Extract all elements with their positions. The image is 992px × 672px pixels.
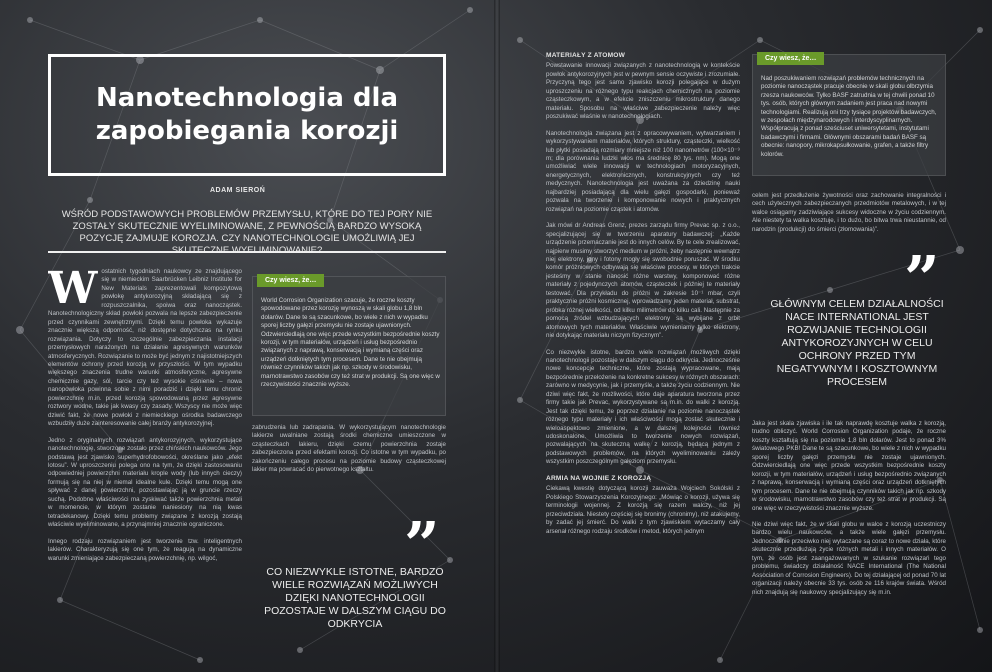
section-heading: MATERIAŁY Z ATOMÓW <box>546 52 626 59</box>
quote-mark-icon: ” <box>404 508 440 581</box>
paragraph: Jak mówi dr Andreas Grenz, prezes zarządu firmy Prevac sp. z o.o., specjalizującej się w tworzeniu aparatury badawczej: „Każde urządzenie przemaczanie jest do innych celów. By te cele zrealizować, najpierw musimy stworzyć medium w próżni, żeby następnie wewnątrz niej elektrony, jony i fotony mogły się swobodnie poruszać. W środku komór próżniowych odbywają się właściwe procesy, w których trakcie jesteśmy w stanie nanosić różne warstwy, komponować różne materiały z pojedynczych atomów, cząsteczek i później te materiały testować. Dla przykładu do próżni w zakresie 10⁻¹ mbar, czyli praktycznie próżni kosmicznej, wprowadzamy jeden materiał, substrat, próbka różnej wielkości, od kilku milimetrów do kilku cali. Następnie za pomocą źródeł wzbudzających elektrony są wybijane z orbit atomowych tych materiałów. Właściwie wymieniamy tylko elektrony, nie dotykając materiału niczym fizycznym”. <box>546 222 740 340</box>
did-you-know-text: Nad poszukiwaniem rozwiązań problemów technicznych na poziomie nanocząstek pracuje obecnie w skali globu olbrzymia rzesza naukowców. Tylko BASF zatrudnia w tej chwili ponad 10 tys. osób, których głównym zadaniem jest praca nad nowymi technologiami. Realizują oni trzy tysiące projektów badawczych, w zespołach międzynarodowych i interdyscyplinarnych. Współpracują z ponad sześciuset uniwersytetami, instytutami badawczymi i firmami. Głównymi obszarami badań BASF są obecnie: nanopory, mikrokapsułkowanie, grafen, a także filtry kolorów. <box>761 75 937 158</box>
column-4-top <box>752 192 946 244</box>
paragraph: Jaka jest skala zjawiska i ile tak naprawdę kosztuje walka z korozją, trudno obliczyć. World Corrosion Organization podaje, że roczne koszty kształtują się na poziomie 1,8 bln dolarów. Jest to ponad 3% światowego PKB! Dane te są szacunkowe, bo wiele z nich w wypadku sporej liczby gałęzi przemysłu nie zostaje ujawnionych. Odzwierciedlają one więc przede wszystkim bezpośrednie koszty korozji, w tym materiałów, urządzeń i usług bezpośrednio związanych z naprawą, konserwacją i wymianą części oraz urządzeń dotkniętych tym procesem. Dane te nie obejmują czynników takich jak np. szkody w środowisku, marnotrawstwo zasobów czy też strat w produkcji. Są one więc w rzeczywistości znacznie wyższe. <box>752 420 946 512</box>
quote-mark-icon: ” <box>904 242 940 315</box>
column-3 <box>546 52 740 662</box>
author-byline: ADAM SIEROŃ <box>210 187 266 194</box>
lead-divider <box>48 251 446 253</box>
title-frame <box>48 54 446 176</box>
did-you-know-box <box>752 54 946 176</box>
column-4-bottom <box>752 420 946 660</box>
did-you-know-box <box>252 276 446 416</box>
paragraph: Powstawanie innowacji związanych z nanotechnologią w kontekście powłok antykorozyjnych jest w pewnym sensie oczywiste i zrozumiałe. Przyczyną tego jest samo zjawisko korozji polegające w dużym uproszczeniu na różnego typu reakcjach chemicznych na poziomie cząsteczkowym, a w efekcie zniszczeniu mikrostruktury danego materiału. Sposobu na właściwe zabezpieczenie należy więc poszukiwać właśnie w nanotechnologiach. <box>546 62 740 121</box>
paragraph: Nanotechnologia związana jest z opracowywaniem, wytwarzaniem i wykorzystywaniem materiałów, których struktury, cząsteczki, wielkość lub płytki posiadają rozmiary mniejsze niż 100 nanometrów (100×10⁻⁹ m; dla porównania ludzki włos ma średnicę 80 tys. nm). Mogą one umożliwiać wiele innowacji w technologiach motoryzacyjnych, energetycznych, elektronicznych, konstrukcyjnych czy też medycznych. Nanotechnologia jest uważana za dziedzinę nauki najbardziej posiadającą dla wielu gałęzi gospodarki, ponieważ pozwala na tworzenie i komponowanie nowych i praktycznych rozwiązań na poziomie cząstek i atomów. <box>546 129 740 213</box>
paragraph: Innego rodzaju rozwiązaniem jest tworzenie tzw. inteligentnych lakierów. Charakteryzują się one tym, że reagują na dynamiczne warunki zmieniające zabezpieczaną powierzchnię, np. wilgoć, <box>48 537 242 562</box>
section-heading: ARMIA NA WOJNIE Z KOROZJĄ <box>546 474 652 482</box>
paragraph: Jedno z oryginalnych rozwiązań antykorozyjnych, wykorzystujące nanotechnologię, stworzone zostało przez chińskich naukowców. Jego podstawą jest zjawisko superhydrofobowości, określane jako „efekt lotosu”. W uproszczeniu polega ono na tym, że dzięki zastosowaniu odpowiedniej powierzchni materiału krople wody (lub innych cieczy) formują się na niej w niemal idealne kule. Dzięki temu mogą one spływać z danej powierzchni, pozostawiając ją w gruncie rzeczy suchą. Podobne właściwości ma zyskiwać także powierzchnia metali w momencie, w którym zostanie naniesiony na nią kwas tetradekanowy. Dzięki temu problemy związane z korozją zostają właściwie wyeliminowane, a przynajmniej znacznie ograniczone. <box>48 436 242 529</box>
lead-paragraph: WŚRÓD PODSTAWOWYCH PROBLEMÓW PRZEMYSŁU, KTÓRE DO TEJ PORY NIE ZOSTAŁY SKUTECZNIE WYELIMINOWANE, Z PEWNOŚCIĄ BARDZO WYSOKĄ POZYCJĘ ZAJMUJE KOROZJA. CZY NANOTECHNOLOGIE UMOŻLIWIĄ JEJ <box>61 209 433 244</box>
paragraph: zabrudzenia lub zadrapania. W wykorzystującym nanotechnologie lakierze uwalniane zostają środki chemiczne umieszczone w cząsteczkach lakieru, dzięki czemu powierzchnia zostaje zabezpieczona przed efektami korozji. Co istotne w tym wypadku, po zakończeniu całego procesu na poziomie budowy cząsteczkowej lakier ma powracać do pierwotnego kształtu. <box>252 424 446 474</box>
paragraph: Nie dziwi więc fakt, że w skali globu w walce z korozją uczestniczy bardzo wielu naukowców, a także wiele gałęzi przemysłu. Jednocześnie przeciwko niej wytaczane są coraz to nowe działa, które skutecznie przedłużają życie różnych metali i innych materiałów. O tym, że osób jest zaangażowanych w szukanie rozwiązań tego problemu, świadczy działalność NACE International (The National Association of Corrosion Engineers). Do tej działającej od ponad 70 lat organizacji należy obecnie 33 tys. osób ze 116 krajów świata. Wśród nich znajdują się naukowcy specjalizujący się m.in. <box>752 520 946 596</box>
paragraph: Co niezwykle istotne, bardzo wiele rozwiązań możliwych dzięki nanotechnologii pozostaje w dalszym ciągu do odkrycia. Jednocześnie nowe koncepcje techniczne, które zostają wypracowane, mają bezpośrednie przełożenie na konkretne sukcesy w różnych obszarach: zarówno w medycynie, jak i przemyśle, a także życiu codziennym. Nie dziwi więc fakt, że możliwości, które daje aparatura tworzona przez firmy takie jak Prevac, wykorzystywane są m.in. do walki z korozją. Jest tak dzięki temu, że poprzez działanie na poziomie nanocząstek różnego typu materiały i ich właściwości mogą zostać skutecznie i wieloaspektowo zmienione, a w dalszej kolejności również udoskonalone. Umożliwia to tworzenie nowych rozwiązań, pozwalających na skuteczną walkę z korozją, będącą jednym z podstawowych problemów, na których wyeliminowaniu zależy wszystkim poszczególnym gałęziom przemysłu. <box>546 348 740 466</box>
did-you-know-heading: Czy wiesz, że… <box>257 274 324 287</box>
did-you-know-heading: Czy wiesz, że… <box>757 52 824 65</box>
drop-cap: W <box>48 268 98 314</box>
column-2 <box>252 424 446 484</box>
page-spine <box>494 0 500 672</box>
column-1 <box>48 268 242 658</box>
pull-quote: CO NIEZWYKLE ISTOTNE, BARDZO WIELE ROZWIĄZAŃ MOŻLIWYCH DZIĘKI NANOTECHNOLOGII POZOSTAJE W DALSZYM CIĄGU DO ODKRYCIA <box>264 566 446 630</box>
pull-quote: GŁÓWNYM CELEM DZIAŁALNOŚCI NACE INTERNATIONAL JEST ROZWIJANIE TECHNOLOGII ANTYKOROZYJNYCH W CELU OCHRONY PRZED TYM NEGATYWNYM I KOSZTOWNYM PROCESEM <box>770 298 944 388</box>
did-you-know-text: World Corrosion Organization szacuje, że roczne koszty spowodowane przez korozję wynoszą w skali globu 1,8 bln dolarów. Dane te są szacunkowe, bo wiele z nich w wypadku sporej liczby gałęzi przemysłu nie zostaje ujawnionych. Odzwierciedlają one więc przede wszystkim bezpośrednie koszty korozji, w tym materiałów, urządzeń i usług bezpośrednio związanych z naprawą, konserwacją i wymianą części oraz urządzeń dotkniętych tym procesem. Dane te nie obejmują również czynników takich jak np. szkody w środowisku, marnotrawstwo zasobów czy też strat w produkcji. Są one więc w rzeczywistości znacznie wyższe. <box>261 297 440 389</box>
article-title: Nanotechnologia dla zapobiegania korozji <box>95 83 399 146</box>
paragraph: Ciekawą kwestię dotyczącą korozji zauważa Wojciech Sokólski z Polskiego Stowarzyszenia Korozyjnego: „Mówiąc o korozji, używa się terminologii wojennej. Z korozją się razem walczy, niż jej przeciwdziała. Niestety częściej się bronimy (chronimy), niż atakujemy, by zadać jej śmierć. Do walki z tym zjawiskiem wytaczamy cały arsenał różnego rodzaju środków i metod, których jednym <box>546 485 740 535</box>
paragraph: celem jest przedłużenie żywotności oraz zachowanie integralności i cech użytecznych zabezpieczanych przedmiotów metalowych, i w tej walce osiągamy zadziwiające sukcesy widoczne w życiu codziennym. Ale niestety ta walka kosztuje, i to dużo, bo bitwa trwa nieustannie, od narodzin (produkcji) do śmierci (złomowania)”. <box>752 192 946 233</box>
paragraph: ostatnich tygodniach naukowcy ze znajdującego się w niemieckim Saarbrücken Leibniz Institute for New Materials zaprezentowali kompozytową powłokę antykorozyjną składającą się z rozpuszczalnika, spoiwa oraz nanocząstek. Nanotechnologiczny skład powłoki pozwala na lepsze zabezpieczenie przed czynnikami zewnętrznymi. Dzięki temu powłoka wykazuje znacznie większą odporność, niż dostępne dotychczas na rynku rozwiązania. Dotyczy to szczególnie zabezpieczania instalacji przemysłowych narażonych na działanie agresywnych warunków atmosferycznych. Rozwiązanie to może być jednym z najistotniejszych elementów ochrony przed korozją w przyszłości. W tym wypadku większego znaczenia trudne warunki atmosferyczne, agresywne chemicznie gazy, sól, tarcie czy też wysokie ciśnienie – nowa nanopowłoka powinna sobie z nimi poradzić i dzięki temu chronić powierzchnię m.in. przed korozją spowodowaną przez agresywne roztwory wodne, takie jak kwasy czy zasady. Wszyscy nie może więc dziwić fakt, że nowe powłoki z niemieckiego ośrodka badawczego wzbudziły duże zainteresowanie całej branży antykorozyjnej. <box>48 268 242 428</box>
